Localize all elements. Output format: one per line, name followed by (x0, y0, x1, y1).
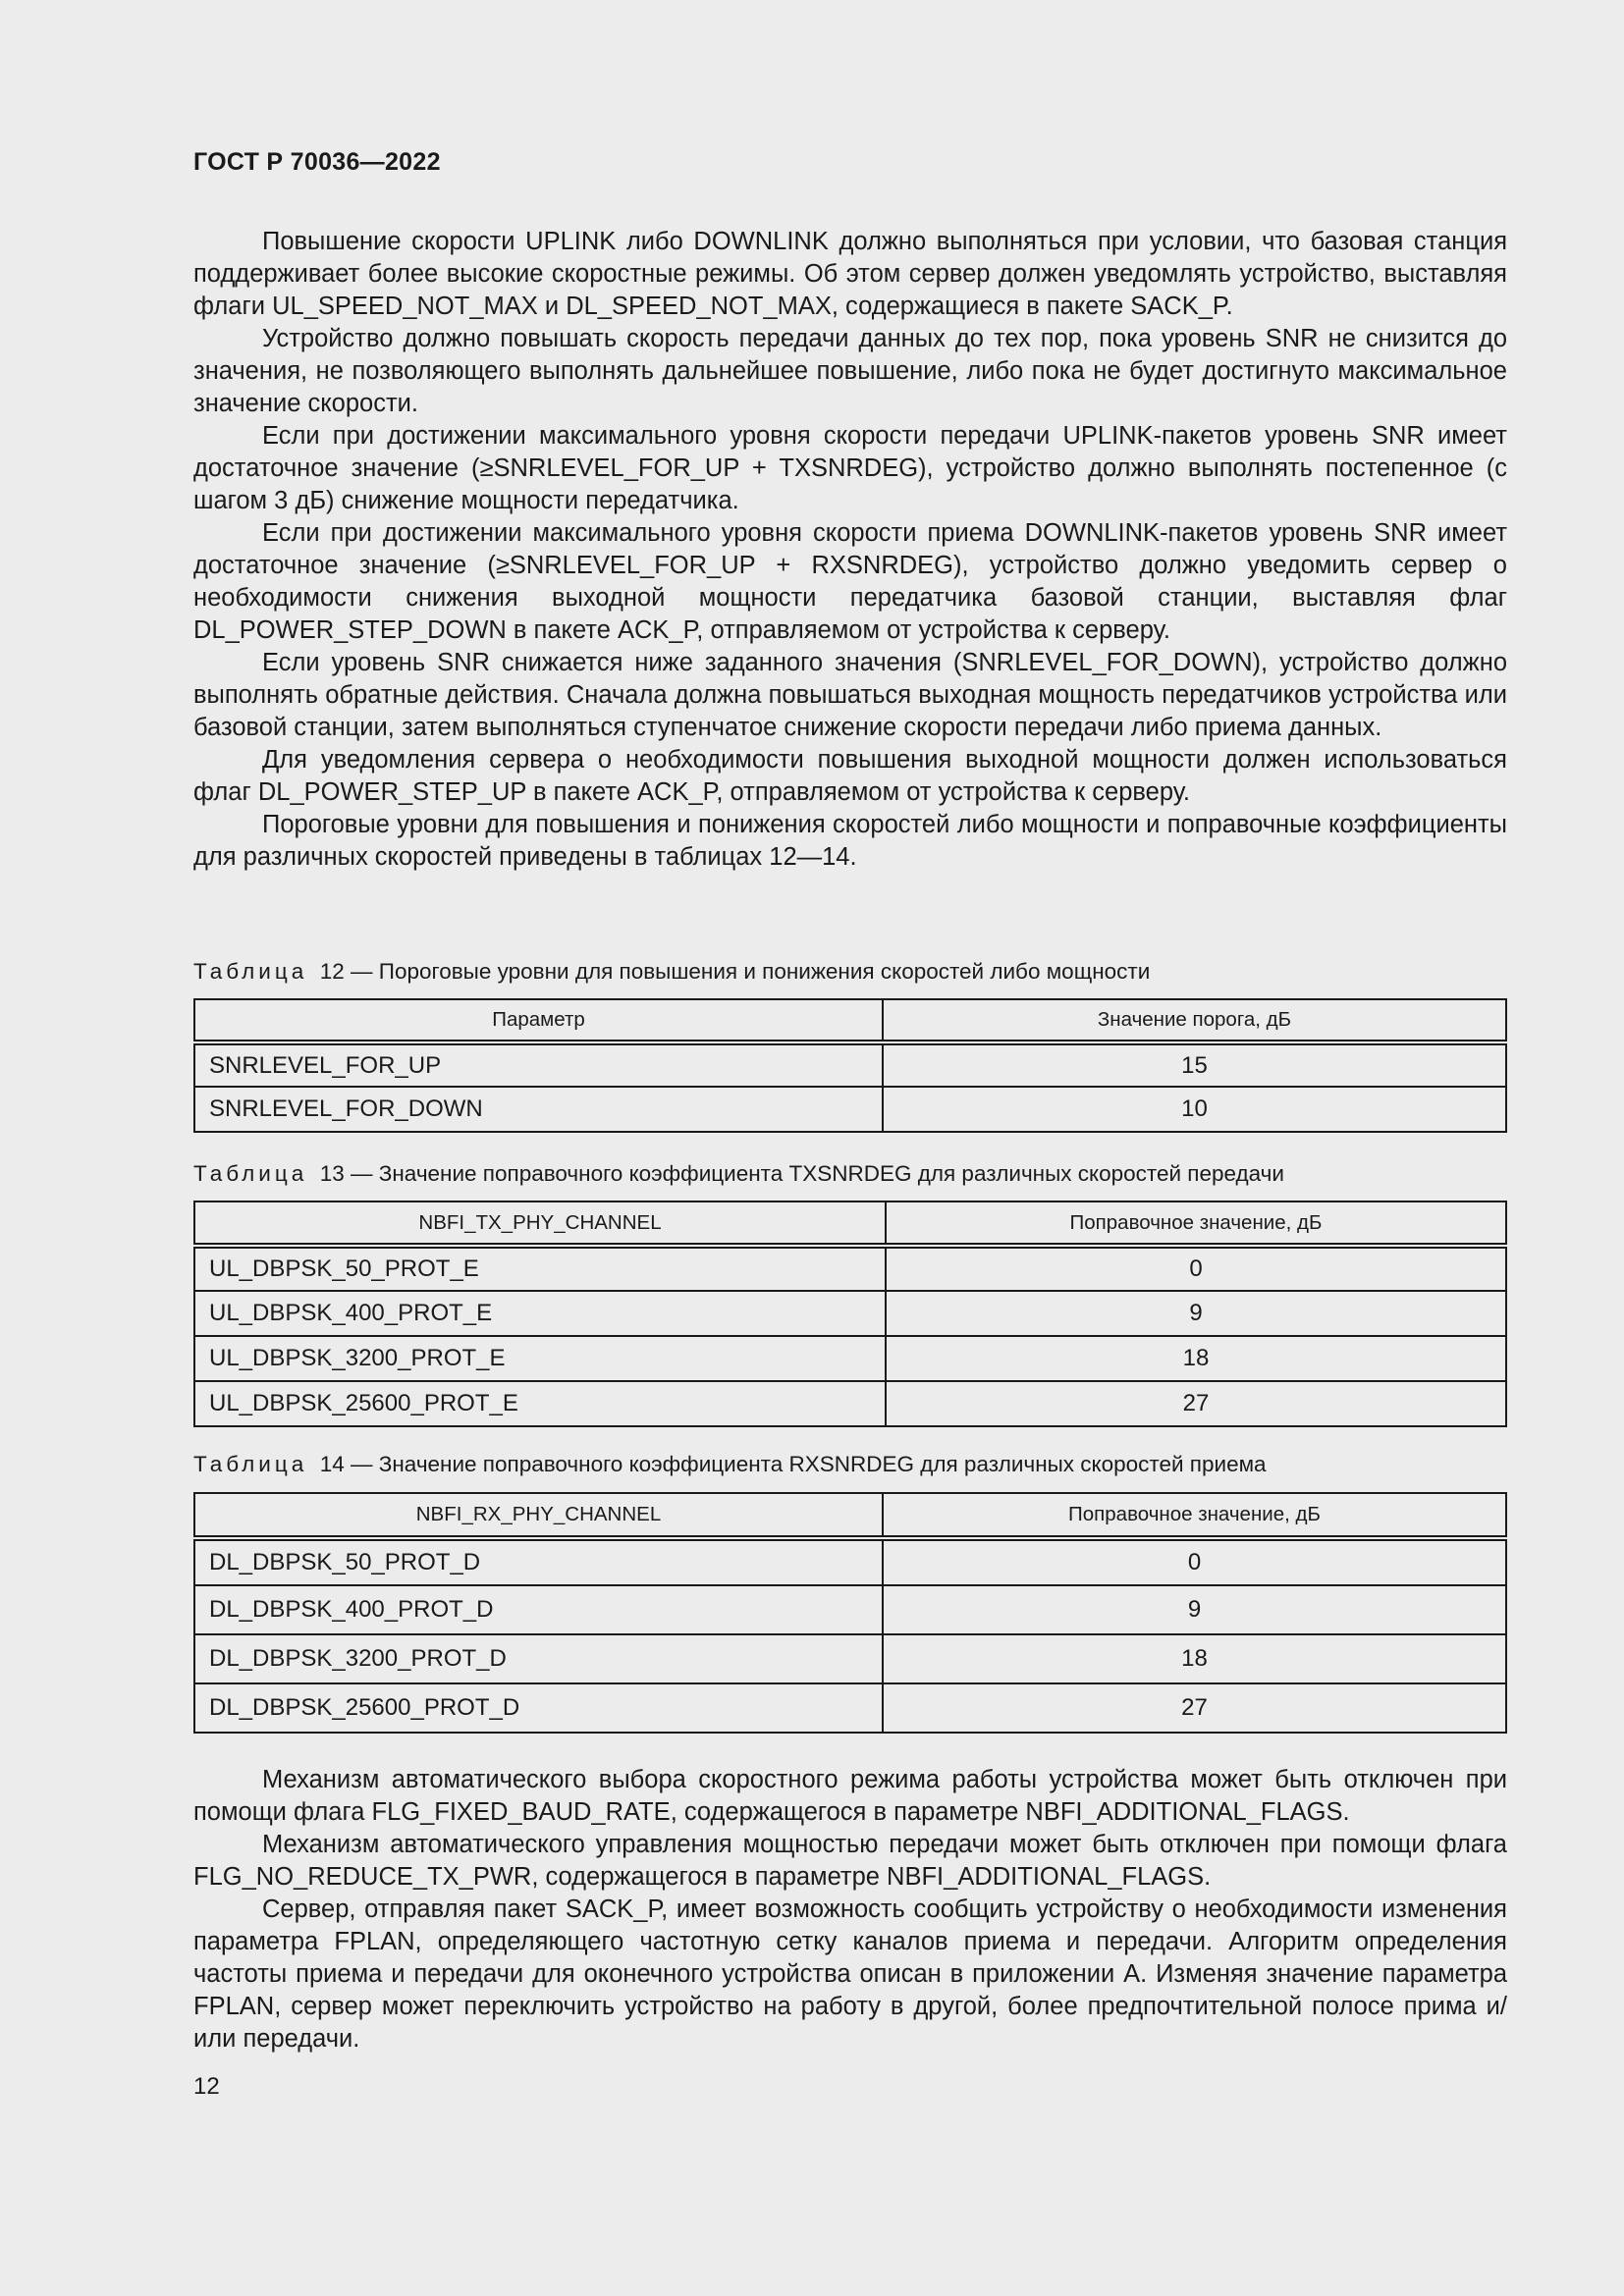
paragraph: Механизм автоматического выбора скоростного режима работы устройства может быть отключен при помощи флага FLG_FIXED_BAUD_RATE, содержащегося в параметре NBFI_ADDITIONAL_FLAGS. (193, 1766, 1507, 1826)
body-text-top (193, 226, 1507, 874)
table-caption-word: Таблица (193, 959, 308, 984)
table-row (194, 1291, 1506, 1336)
table-caption-text: 13 — Значение поправочного коэффициента TXSNRDEG для различных скоростей передачи (319, 1161, 1284, 1186)
table-cell: SNRLEVEL_FOR_DOWN (194, 1087, 883, 1132)
table-header-cell: Значение порога, дБ (883, 999, 1506, 1042)
table-cell: SNRLEVEL_FOR_UP (194, 1042, 883, 1087)
table-row (194, 1042, 1506, 1087)
paragraph: Если при достижении максимального уровня скорости передачи UPLINK-пакетов уровень SNR имеет достаточное значение (≥SNRLEVEL_FOR_UP + TXSNRDEG), устройство должно выполнять постепенное (с шагом 3 дБ) снижение мощности передатчика. (193, 422, 1507, 514)
table-cell: UL_DBPSK_50_PROT_E (194, 1246, 886, 1291)
table-cell: 18 (883, 1634, 1506, 1683)
paragraph: Сервер, отправляя пакет SACK_P, имеет возможность сообщить устройству о необходимости изменения параметра FPLAN, определяющего частотную сетку каналов приема и передачи. Алгоритм определения частоты приема и передачи для оконечного устройства описан в приложении А. Изменяя значение параметра FPLAN, сервер может переключить устройство на работу в другой, более предпочтительной полосе прима и/или передачи. (193, 1896, 1507, 2053)
table-row (194, 1585, 1506, 1634)
table-cell: 27 (883, 1683, 1506, 1733)
table-cell: DL_DBPSK_400_PROT_D (194, 1585, 883, 1634)
document-header: ГОСТ Р 70036—2022 (193, 148, 441, 176)
table-row (194, 1683, 1506, 1733)
paragraph: Если уровень SNR снижается ниже заданного значения (SNRLEVEL_FOR_DOWN), устройство должно выполнять обратные действия. Сначала должна повышаться выходная мощность передатчиков устройства или базовой станции, затем выполняться ступенчатое снижение скорости передачи либо приема данных. (193, 649, 1507, 741)
table-cell: DL_DBPSK_3200_PROT_D (194, 1634, 883, 1683)
table-cell: 10 (883, 1087, 1506, 1132)
table-row (194, 1634, 1506, 1683)
table-caption-text: 12 — Пороговые уровни для повышения и понижения скоростей либо мощности (319, 959, 1151, 984)
paragraph: Устройство должно повышать скорость передачи данных до тех пор, пока уровень SNR не снизится до значения, не позволяющего выполнять дальнейшее повышение, либо пока не будет достигнуто максимальное значение скорости. (193, 325, 1507, 417)
table-cell: DL_DBPSK_25600_PROT_D (194, 1683, 883, 1733)
table-header-cell: NBFI_RX_PHY_CHANNEL (194, 1493, 883, 1538)
table-header-cell: Поправочное значение, дБ (886, 1201, 1506, 1246)
table-row (194, 1381, 1506, 1426)
table-cell: DL_DBPSK_50_PROT_D (194, 1538, 883, 1585)
table-header-cell: Параметр (194, 999, 883, 1042)
table-caption-12 (193, 957, 1507, 987)
table-cell: 18 (886, 1336, 1506, 1381)
table-caption-word: Таблица (193, 1452, 308, 1476)
table-12 (193, 998, 1507, 1133)
table-caption-13 (193, 1159, 1507, 1189)
table-caption-text: 14 — Значение поправочного коэффициента RXSNRDEG для различных скоростей приема (319, 1452, 1267, 1476)
paragraph: Для уведомления сервера о необходимости повышения выходной мощности должен использоваться флаг DL_POWER_STEP_UP в пакете ACK_P, отправляемом от устройства к серверу. (193, 746, 1507, 806)
table-13 (193, 1201, 1507, 1427)
table-cell: UL_DBPSK_25600_PROT_E (194, 1381, 886, 1426)
table-row (194, 1246, 1506, 1291)
table-header-cell: NBFI_TX_PHY_CHANNEL (194, 1201, 886, 1246)
table-row (194, 1538, 1506, 1585)
table-caption-word: Таблица (193, 1161, 308, 1186)
paragraph: Пороговые уровни для повышения и понижения скоростей либо мощности и поправочные коэффициенты для различных скоростей приведены в таблицах 12—14. (193, 811, 1507, 871)
table-cell: 15 (883, 1042, 1506, 1087)
table-caption-14 (193, 1450, 1507, 1479)
table-header-cell: Поправочное значение, дБ (883, 1493, 1506, 1538)
table-cell: 0 (886, 1246, 1506, 1291)
table-14 (193, 1492, 1507, 1734)
paragraph: Механизм автоматического управления мощностью передачи может быть отключен при помощи флага FLG_NO_REDUCE_TX_PWR, содержащегося в параметре NBFI_ADDITIONAL_FLAGS. (193, 1831, 1507, 1891)
body-text-bottom (193, 1764, 1507, 2056)
paragraph: Если при достижении максимального уровня скорости приема DOWNLINK-пакетов уровень SNR имеет достаточное значение (≥SNRLEVEL_FOR_UP + RXSNRDEG), устройство должно уведомить сервер о необходимости снижения выходной мощности передатчика базовой станции, выставляя флаг DL_POWER_STEP_DOWN в пакете ACK_P, отправляемом от устройства к серверу. (193, 519, 1507, 644)
table-cell: 27 (886, 1381, 1506, 1426)
table-cell: UL_DBPSK_3200_PROT_E (194, 1336, 886, 1381)
document-page (193, 0, 1507, 2296)
table-row (194, 1336, 1506, 1381)
table-cell: 9 (886, 1291, 1506, 1336)
page-number: 12 (193, 2073, 220, 2100)
table-cell: UL_DBPSK_400_PROT_E (194, 1291, 886, 1336)
table-row (194, 1087, 1506, 1132)
table-cell: 9 (883, 1585, 1506, 1634)
paragraph: Повышение скорости UPLINK либо DOWNLINK должно выполняться при условии, что базовая станция поддерживает более высокие скоростные режимы. Об этом сервер должен уведомлять устройство, выставляя флаги UL_SPEED_NOT_MAX и DL_SPEED_NOT_MAX, содержащиеся в пакете SACK_P. (193, 228, 1507, 320)
table-cell: 0 (883, 1538, 1506, 1585)
